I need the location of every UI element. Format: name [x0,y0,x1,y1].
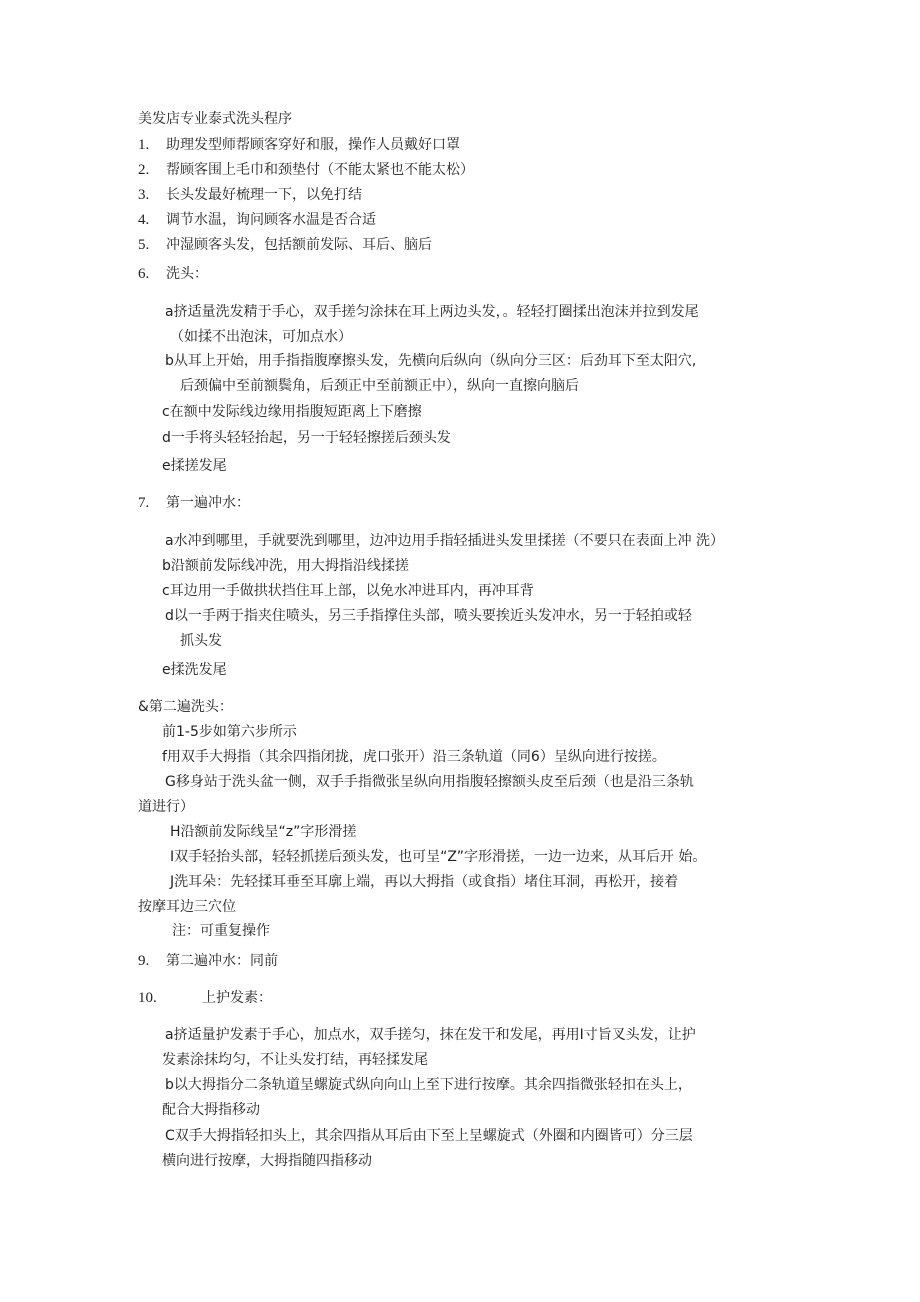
substep-line: 道进行） [138,799,194,815]
substep-line: c在额中发际线边缘用指腹短距离上下磨擦 [162,404,422,420]
substep-line: e揉搓发尾 [162,458,227,474]
substep-line: 后颈偏中至前额鬓角，后颈正中至前额正中），纵向一直擦向脑后 [180,378,579,394]
substep-line: 前1-5步如第六步所示 [162,724,297,740]
substep-line: 发素涂抹均匀，不让头发打结，再轻揉发尾 [162,1052,428,1068]
step-number: 6. [138,266,150,282]
substep-line: d一手将头轻轻抬起，另一于轻轻擦搓后颈头发 [162,430,451,446]
step-number: 5. [138,237,150,253]
step-text: 第二遍冲水：同前 [166,953,278,969]
step-text: 第一遍冲水： [166,495,250,511]
substep-line: 按摩耳边三穴位 [138,899,236,915]
step-text: 冲湿顾客头发，包括额前发际、耳后、脑后 [166,237,432,253]
substep-line: （如揉不出泡沫，可加点水） [170,329,352,345]
step-number: 7. [138,495,150,511]
step-number: 10. [138,990,157,1006]
substep-line: C双手大拇指轻扣头上，其余四指从耳后由下至上呈螺旋式（外圈和内圈皆可）分三层 [165,1128,693,1144]
substep-line: J洗耳朵：先轻揉耳垂至耳廓上端，再以大拇指（或食指）堵住耳洞，再松开，接着 [170,874,679,890]
note-line: 注：可重复操作 [172,923,270,939]
substep-line: 抓头发 [180,633,222,649]
substep-line: b以大拇指分二条轨道呈螺旋式纵向向山上至下进行按摩。其余四指微张轻扣在头上， [165,1077,692,1093]
substep-line: b从耳上开始，用手指指腹摩擦头发，先横向后纵向（纵向分三区：后劲耳下至太阳穴, [165,353,697,369]
step-heading: &第二遍洗头： [138,699,233,715]
substep-line: e揉洗发尾 [162,662,227,678]
step-text: 长头发最好梳理一下，以免打结 [166,187,362,203]
substep-line: G移身站于洗头盆一侧，双手手指微张呈纵向用指腹轻擦额头皮至后颈（也是沿三条轨 [165,774,694,790]
substep-line: a水冲到哪里，手就要洗到哪里，边冲边用手指轻插进头发里揉搓（不要只在表面上冲 洗） [165,533,725,549]
substep-line: 配合大拇指移动 [162,1102,260,1118]
substep-line: b沿额前发际线冲洗，用大拇指沿线揉搓 [162,558,409,574]
substep-line: a挤适量护发素于手心，加点水，双手搓匀，抹在发干和发尾，再用I寸旨叉头发，让护 [165,1027,696,1043]
step-text: 助理发型师帮顾客穿好和服，操作人员戴好口罩 [166,137,460,153]
step-number: 4. [138,212,150,228]
substep-line: I双手轻抬头部，轻轻抓搓后颈头发，也可呈“Z”字形滑搓，一边一边来，从耳后开 始。 [170,849,707,865]
substep-line: 横向进行按摩，大拇指随四指移动 [162,1153,372,1169]
step-number: 3. [138,187,150,203]
substep-line: c耳边用一手做拱状挡住耳上部，以免水冲进耳内，再冲耳背 [162,583,534,599]
step-text: 洗头： [166,266,208,282]
step-text: 上护发素： [202,990,272,1006]
step-text: 帮顾客围上毛巾和颈垫付（不能太紧也不能太松） [166,162,474,178]
substep-line: a挤适量洗发精于手心，双手搓匀涂抹在耳上两边头发，。轻轻打圈揉出泡沫并拉到发尾 [165,304,699,320]
step-text: 调节水温，询问顾客水温是否合适 [166,212,376,228]
substep-line: f用双手大拇指（其余四指闭拢，虎口张开）沿三条轨道（同6）呈纵向进行按搓。 [162,749,666,765]
document-title: 美发店专业泰式洗头程序 [138,111,292,127]
substep-line: d以一手两于指夹住喷头，另三手指撑住头部，喷头要挨近头发冲水，另一于轻拍或轻 [165,608,692,624]
step-number: 1. [138,137,150,153]
substep-line: H沿额前发际线呈“z”字形滑搓 [170,824,357,840]
step-number: 2. [138,162,150,178]
step-number: 9. [138,953,150,969]
